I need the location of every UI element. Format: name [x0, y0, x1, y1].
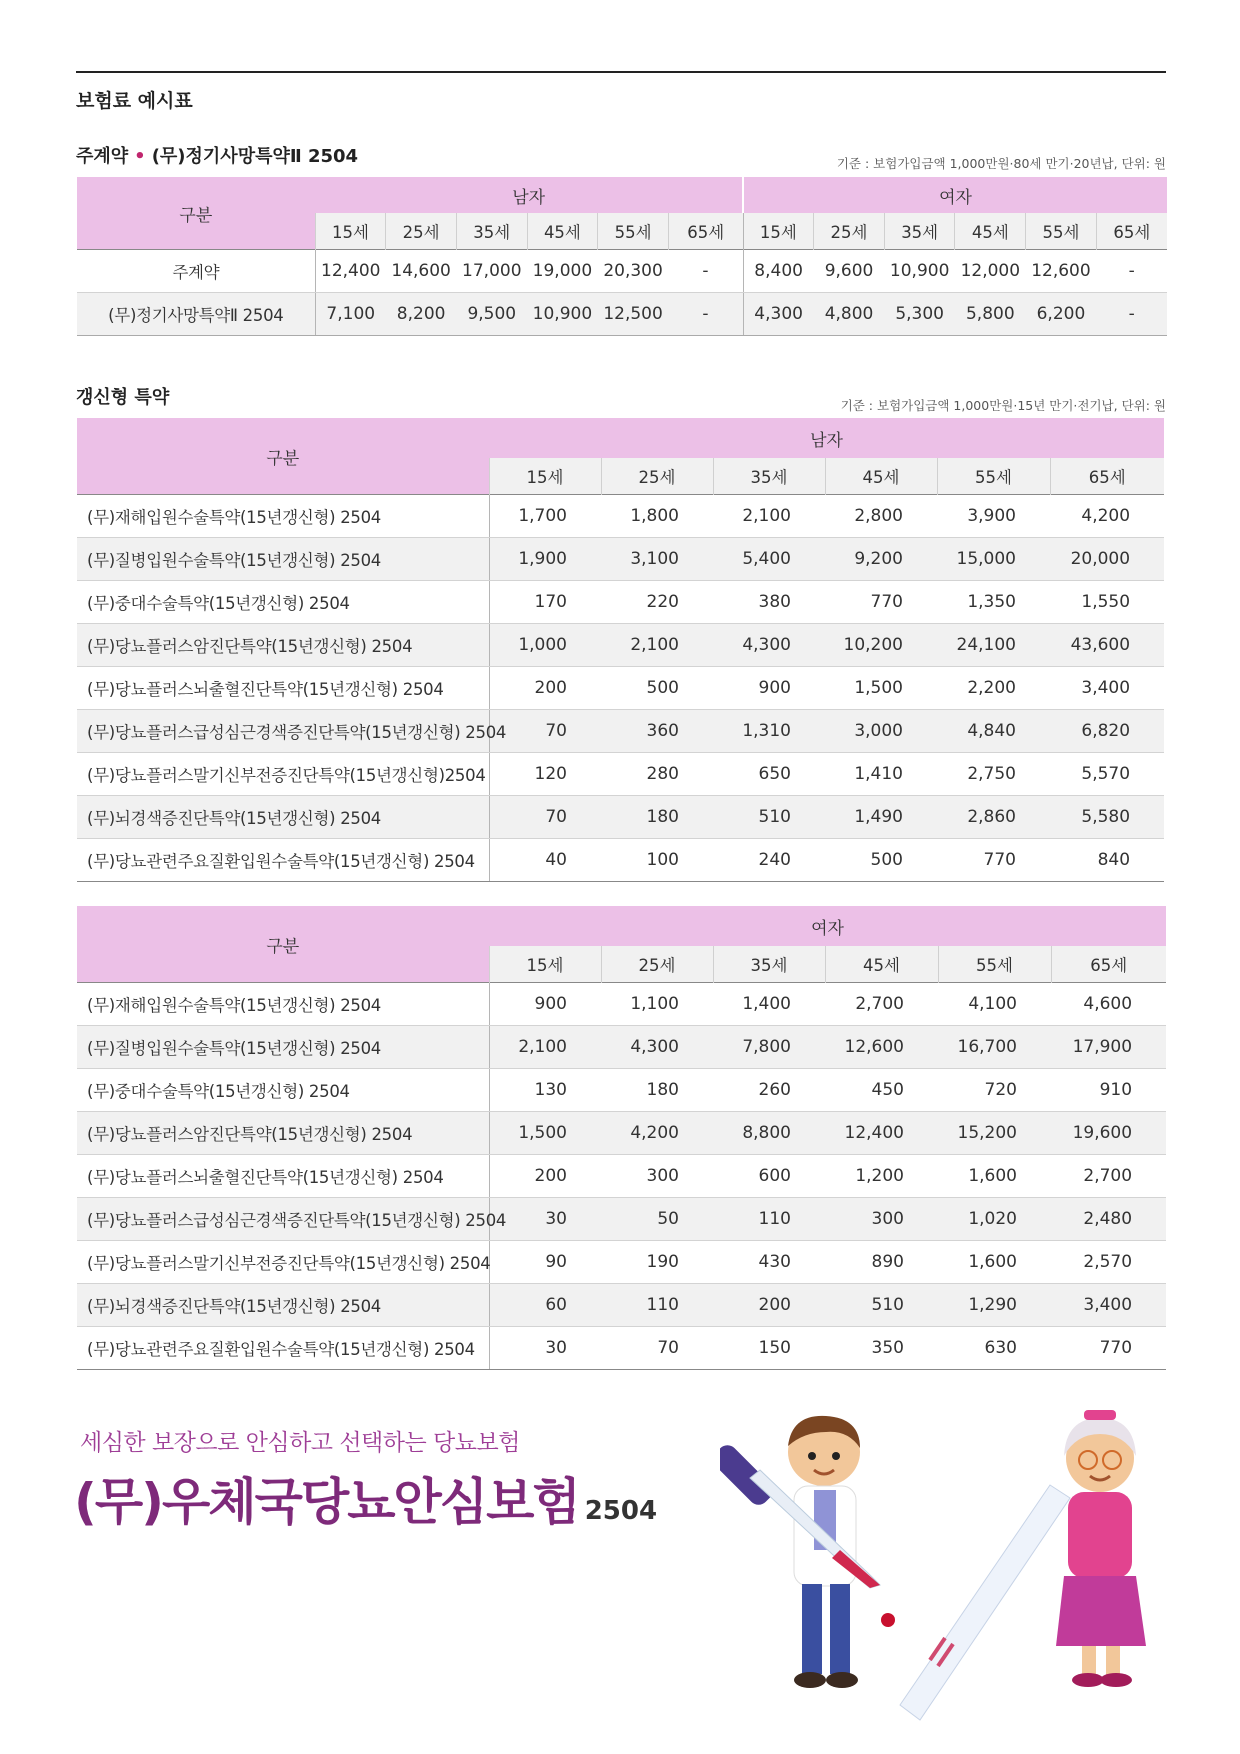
premium-cell: 30 [489, 1198, 601, 1241]
premium-cell: 130 [489, 1069, 601, 1112]
premium-cell: 2,700 [825, 983, 938, 1026]
test-strip-icon [900, 1485, 1070, 1720]
premium-cell: 17,000 [456, 250, 527, 293]
premium-cell: 6,820 [1050, 710, 1164, 753]
female-header: 여자 [743, 177, 1167, 213]
main-basis-note: 기준 : 보험가입금액 1,000만원·80세 만기·20년납, 단위: 원 [836, 156, 1166, 171]
rider-name: (무)당뇨플러스급성심근경색증진단특약(15년갱신형) 2504 [77, 710, 489, 753]
age-header: 35세 [456, 213, 527, 250]
premium-cell: 4,200 [1050, 495, 1164, 538]
premium-cell: 43,600 [1050, 624, 1164, 667]
premium-cell: 90 [489, 1241, 601, 1284]
premium-cell: 12,400 [315, 250, 386, 293]
premium-cell: 220 [601, 581, 713, 624]
table-row [77, 1026, 1166, 1069]
premium-cell: 1,410 [825, 753, 937, 796]
rider-name: (무)뇌경색증진단특약(15년갱신형) 2504 [77, 1284, 489, 1327]
premium-cell: 770 [937, 839, 1050, 882]
rider-name: (무)당뇨플러스암진단특약(15년갱신형) 2504 [77, 624, 489, 667]
table-row [77, 495, 1164, 538]
rider-name: (무)당뇨플러스말기신부전증진단특약(15년갱신형)2504 [77, 753, 489, 796]
premium-cell: 9,600 [814, 250, 885, 293]
premium-cell: 1,490 [825, 796, 937, 839]
grandmother-figure-icon [1056, 1410, 1146, 1687]
age-header: 15세 [489, 946, 601, 983]
rider-name: (무)당뇨관련주요질환입원수술특약(15년갱신형) 2504 [77, 1327, 489, 1370]
premium-cell: 20,000 [1050, 538, 1164, 581]
premium-cell: 360 [601, 710, 713, 753]
premium-cell: 890 [825, 1241, 938, 1284]
age-header: 65세 [668, 213, 743, 250]
premium-cell: 7,100 [315, 293, 386, 336]
premium-cell: 180 [601, 1069, 713, 1112]
age-header: 55세 [937, 458, 1050, 495]
premium-cell: 19,000 [527, 250, 598, 293]
male-header: 남자 [489, 418, 1164, 458]
premium-cell: 1,400 [713, 983, 825, 1026]
premium-cell: 190 [601, 1241, 713, 1284]
table-row [77, 796, 1164, 839]
table-row [77, 1198, 1166, 1241]
premium-cell: 1,020 [938, 1198, 1051, 1241]
premium-cell: 70 [489, 796, 601, 839]
main-contract-label: 주계약 [76, 146, 129, 167]
rider-name: (무)당뇨플러스암진단특약(15년갱신형) 2504 [77, 1112, 489, 1155]
female-header: 여자 [489, 906, 1166, 946]
premium-cell: 1,800 [601, 495, 713, 538]
premium-cell: 15,200 [938, 1112, 1051, 1155]
premium-cell: 9,200 [825, 538, 937, 581]
tagline: 세심한 보장으로 안심하고 선택하는 당뇨보험 [80, 1430, 520, 1456]
rider-name: (무)당뇨플러스말기신부전증진단특약(15년갱신형) 2504 [77, 1241, 489, 1284]
table-row [77, 1284, 1166, 1327]
product-name [74, 1462, 657, 1534]
rider-name: (무)질병입원수술특약(15년갱신형) 2504 [77, 1026, 489, 1069]
premium-cell: 5,580 [1050, 796, 1164, 839]
premium-cell: 720 [938, 1069, 1051, 1112]
age-header: 25세 [601, 458, 713, 495]
premium-cell: 5,800 [955, 293, 1026, 336]
table-row [77, 753, 1164, 796]
table-row [77, 581, 1164, 624]
premium-cell: - [1096, 293, 1167, 336]
row-label: 주계약 [77, 250, 315, 293]
premium-cell: 4,300 [713, 624, 825, 667]
premium-cell: 350 [825, 1327, 938, 1370]
premium-cell: 110 [713, 1198, 825, 1241]
rider-name: (무)당뇨플러스급성심근경색증진단특약(15년갱신형) 2504 [77, 1198, 489, 1241]
premium-cell: 840 [1050, 839, 1164, 882]
premium-cell: 15,000 [937, 538, 1050, 581]
premium-cell: 280 [601, 753, 713, 796]
page-title: 보험료 예시표 [76, 90, 193, 112]
premium-cell: 9,500 [456, 293, 527, 336]
premium-cell: 4,200 [601, 1112, 713, 1155]
age-header: 65세 [1096, 213, 1167, 250]
premium-cell: 170 [489, 581, 601, 624]
premium-cell: 70 [489, 710, 601, 753]
premium-cell: 3,100 [601, 538, 713, 581]
premium-cell: 60 [489, 1284, 601, 1327]
age-header: 65세 [1050, 458, 1164, 495]
premium-cell: - [668, 250, 743, 293]
male-header: 남자 [315, 177, 743, 213]
age-header: 45세 [955, 213, 1026, 250]
premium-cell: 120 [489, 753, 601, 796]
premium-cell: 2,200 [937, 667, 1050, 710]
premium-cell: 40 [489, 839, 601, 882]
premium-cell: 5,570 [1050, 753, 1164, 796]
premium-cell: 4,600 [1051, 983, 1166, 1026]
premium-cell: 1,000 [489, 624, 601, 667]
product-version: 2504 [584, 1496, 658, 1526]
rider-name: (무)재해입원수술특약(15년갱신형) 2504 [77, 983, 489, 1026]
premium-cell: 1,350 [937, 581, 1050, 624]
age-header: 25세 [601, 946, 713, 983]
premium-cell: 510 [713, 796, 825, 839]
premium-cell: 10,200 [825, 624, 937, 667]
term-rider-label: (무)정기사망특약Ⅱ 2504 [151, 146, 359, 167]
premium-cell: 1,600 [938, 1241, 1051, 1284]
premium-cell: 4,800 [814, 293, 885, 336]
premium-cell: 200 [489, 1155, 601, 1198]
premium-cell: - [668, 293, 743, 336]
rider-name: (무)질병입원수술특약(15년갱신형) 2504 [77, 538, 489, 581]
main-section-heading [76, 142, 358, 168]
premium-cell: 20,300 [598, 250, 669, 293]
premium-cell: 240 [713, 839, 825, 882]
premium-cell: 2,860 [937, 796, 1050, 839]
age-header: 55세 [598, 213, 669, 250]
premium-cell: 900 [713, 667, 825, 710]
premium-cell: 2,480 [1051, 1198, 1166, 1241]
rider-name: (무)당뇨플러스뇌출혈진단특약(15년갱신형) 2504 [77, 667, 489, 710]
age-header: 35세 [884, 213, 955, 250]
table-row [77, 293, 1167, 336]
table-row [77, 710, 1164, 753]
premium-cell: 5,300 [884, 293, 955, 336]
premium-cell: 4,300 [743, 293, 814, 336]
row-label: (무)정기사망특약Ⅱ 2504 [77, 293, 315, 336]
age-header: 45세 [825, 458, 937, 495]
premium-cell: 770 [1051, 1327, 1166, 1370]
table-row [77, 1112, 1166, 1155]
premium-cell: 770 [825, 581, 937, 624]
premium-cell: 1,290 [938, 1284, 1051, 1327]
rider-name: (무)중대수술특약(15년갱신형) 2504 [77, 581, 489, 624]
premium-cell: 180 [601, 796, 713, 839]
premium-cell: 510 [825, 1284, 938, 1327]
premium-cell: 4,300 [601, 1026, 713, 1069]
premium-cell: 900 [489, 983, 601, 1026]
age-header: 15세 [315, 213, 386, 250]
bullet-dot: • [134, 146, 146, 167]
premium-cell: 8,800 [713, 1112, 825, 1155]
female-renewal-table [77, 906, 1166, 1370]
premium-cell: 300 [825, 1198, 938, 1241]
top-rule [76, 71, 1166, 73]
age-header: 65세 [1051, 946, 1166, 983]
group-header: 구분 [77, 906, 489, 983]
premium-cell: 3,000 [825, 710, 937, 753]
premium-cell: 110 [601, 1284, 713, 1327]
premium-cell: 5,400 [713, 538, 825, 581]
premium-cell: 17,900 [1051, 1026, 1166, 1069]
premium-cell: 30 [489, 1327, 601, 1370]
premium-cell: 2,100 [489, 1026, 601, 1069]
premium-cell: 3,400 [1051, 1284, 1166, 1327]
doctor-figure-icon [788, 1416, 860, 1688]
table-row [77, 1241, 1166, 1284]
premium-cell: 8,200 [386, 293, 457, 336]
renewal-section-heading: 갱신형 특약 [76, 387, 170, 408]
premium-cell: 200 [713, 1284, 825, 1327]
product-name-text: (무)우체국당뇨안심보험 [74, 1473, 579, 1531]
premium-cell: 2,750 [937, 753, 1050, 796]
age-header: 25세 [386, 213, 457, 250]
table-row [77, 1155, 1166, 1198]
premium-cell: 2,100 [601, 624, 713, 667]
premium-cell: 10,900 [527, 293, 598, 336]
age-header: 35세 [713, 946, 825, 983]
premium-cell: 1,310 [713, 710, 825, 753]
premium-cell: 200 [489, 667, 601, 710]
premium-cell: 500 [825, 839, 937, 882]
group-header: 구분 [77, 177, 315, 250]
rider-name: (무)당뇨관련주요질환입원수술특약(15년갱신형) 2504 [77, 839, 489, 882]
premium-cell: 650 [713, 753, 825, 796]
age-header: 55세 [1026, 213, 1097, 250]
age-header: 45세 [825, 946, 938, 983]
premium-cell: 2,700 [1051, 1155, 1166, 1198]
premium-cell: 1,550 [1050, 581, 1164, 624]
age-header: 45세 [527, 213, 598, 250]
premium-cell: 1,900 [489, 538, 601, 581]
renewal-basis-note: 기준 : 보험가입금액 1,000만원·15년 만기·전기납, 단위: 원 [840, 398, 1166, 413]
age-header: 55세 [938, 946, 1051, 983]
premium-cell: - [1096, 250, 1167, 293]
table-row [77, 1327, 1166, 1370]
age-header: 15세 [489, 458, 601, 495]
premium-cell: 12,600 [1026, 250, 1097, 293]
premium-cell: 2,800 [825, 495, 937, 538]
premium-cell: 1,200 [825, 1155, 938, 1198]
premium-cell: 2,570 [1051, 1241, 1166, 1284]
premium-cell: 300 [601, 1155, 713, 1198]
table-row [77, 250, 1167, 293]
premium-cell: 3,400 [1050, 667, 1164, 710]
rider-name: (무)재해입원수술특약(15년갱신형) 2504 [77, 495, 489, 538]
group-header: 구분 [77, 418, 489, 495]
premium-cell: 380 [713, 581, 825, 624]
premium-cell: 24,100 [937, 624, 1050, 667]
premium-cell: 1,100 [601, 983, 713, 1026]
male-renewal-table [77, 418, 1164, 882]
premium-cell: 16,700 [938, 1026, 1051, 1069]
premium-cell: 1,600 [938, 1155, 1051, 1198]
premium-cell: 450 [825, 1069, 938, 1112]
premium-cell: 4,840 [937, 710, 1050, 753]
premium-cell: 2,100 [713, 495, 825, 538]
age-header: 35세 [713, 458, 825, 495]
premium-cell: 500 [601, 667, 713, 710]
table-row [77, 667, 1164, 710]
premium-cell: 600 [713, 1155, 825, 1198]
premium-cell: 12,600 [825, 1026, 938, 1069]
table-row [77, 983, 1166, 1026]
premium-cell: 430 [713, 1241, 825, 1284]
table-row [77, 1069, 1166, 1112]
premium-cell: 10,900 [884, 250, 955, 293]
premium-cell: 12,400 [825, 1112, 938, 1155]
premium-cell: 70 [601, 1327, 713, 1370]
premium-cell: 1,500 [825, 667, 937, 710]
premium-cell: 14,600 [386, 250, 457, 293]
premium-cell: 100 [601, 839, 713, 882]
premium-cell: 4,100 [938, 983, 1051, 1026]
premium-cell: 1,500 [489, 1112, 601, 1155]
premium-cell: 3,900 [937, 495, 1050, 538]
premium-cell: 260 [713, 1069, 825, 1112]
age-header: 25세 [814, 213, 885, 250]
illustration [720, 1410, 1190, 1740]
premium-cell: 150 [713, 1327, 825, 1370]
rider-name: (무)당뇨플러스뇌출혈진단특약(15년갱신형) 2504 [77, 1155, 489, 1198]
table-row [77, 624, 1164, 667]
premium-cell: 50 [601, 1198, 713, 1241]
age-header: 15세 [743, 213, 814, 250]
table-row [77, 839, 1164, 882]
premium-cell: 7,800 [713, 1026, 825, 1069]
premium-cell: 12,000 [955, 250, 1026, 293]
premium-cell: 6,200 [1026, 293, 1097, 336]
premium-cell: 8,400 [743, 250, 814, 293]
premium-cell: 19,600 [1051, 1112, 1166, 1155]
premium-cell: 1,700 [489, 495, 601, 538]
premium-cell: 12,500 [598, 293, 669, 336]
premium-cell: 630 [938, 1327, 1051, 1370]
table-row [77, 538, 1164, 581]
rider-name: (무)중대수술특약(15년갱신형) 2504 [77, 1069, 489, 1112]
premium-cell: 910 [1051, 1069, 1166, 1112]
main-premium-table [77, 177, 1167, 336]
rider-name: (무)뇌경색증진단특약(15년갱신형) 2504 [77, 796, 489, 839]
